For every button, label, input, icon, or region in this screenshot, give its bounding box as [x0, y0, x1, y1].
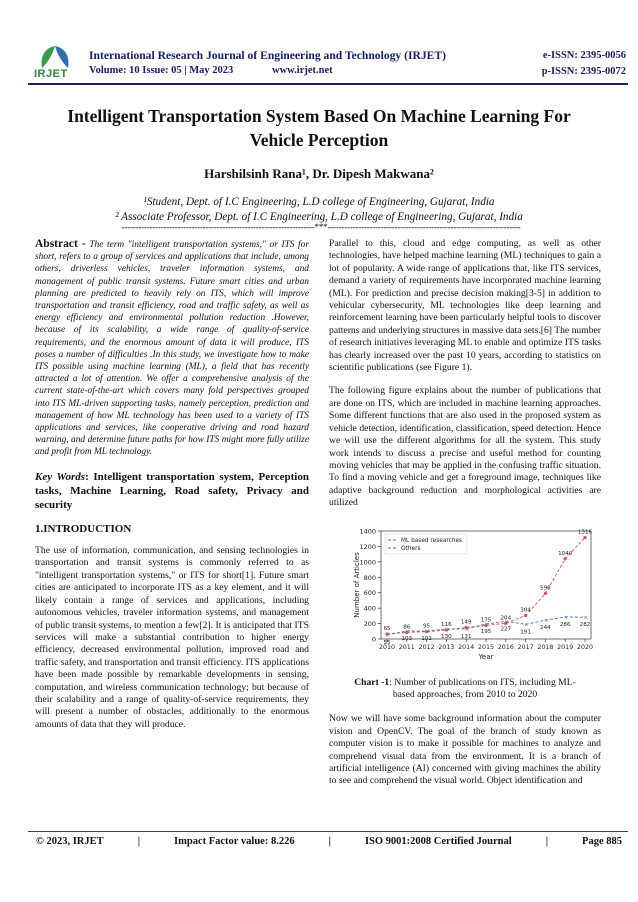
data-label: 286: [559, 621, 571, 628]
website-link[interactable]: www.irjet.net: [272, 65, 333, 76]
data-point: ×: [464, 626, 470, 633]
data-label: 103: [401, 635, 413, 642]
y-tick-label: 600: [363, 588, 376, 597]
footer-rule: [28, 831, 628, 832]
affiliation-1: ¹Student, Dept. of I.C Engineering, L.D college of Engineering, Gujarat, India: [143, 196, 495, 208]
data-point: ×: [543, 617, 549, 624]
x-axis-label: Year: [478, 652, 494, 661]
x-tick-label: 2018: [537, 643, 554, 651]
paragraph-parallel: Parallel to this, cloud and edge computing, as well as other technologies, have helped machine learning (ML) techniques to gain a lot of popularity. A wide range of applications that, like ITS services, demand a variety of requirements have incorporated machine learning (ML). For prediction and precise decision making[3-5] in addition to vehicular cybersecurity, ML technologies like deep learning and reinforcement learning have been particularly helpful tools to discover patterns and underlying structures in massive data sets.[6] The number of research initiatives leveraging ML to enable and optimize ITS tasks has clearly increased over the past 10 years, according to statistics on scientific publications (see Figure 1).: [329, 238, 601, 374]
journal-title: International Research Journal of Engineering and Technology (IRJET): [89, 49, 446, 62]
x-tick-label: 2016: [497, 643, 514, 651]
data-point: [583, 535, 586, 538]
y-axis-label: Number of Articles: [353, 551, 361, 618]
data-point: ×: [504, 619, 509, 626]
footer-impact: Impact Factor value: 8.226: [174, 836, 295, 847]
volume-issue: Volume: 10 Issue: 05 | May 2023: [89, 65, 234, 76]
y-tick-label: 800: [363, 573, 376, 582]
pissn: p-ISSN: 2395-0072: [541, 66, 626, 77]
footer-page: Page 885: [582, 836, 622, 847]
footer-sep-3: |: [545, 836, 548, 847]
data-label: 244: [540, 624, 551, 631]
footer-copyright: © 2023, IRJET: [36, 836, 104, 847]
data-label: 195: [480, 628, 492, 635]
data-point: ×: [583, 614, 589, 621]
data-label: 590: [540, 585, 551, 592]
x-tick-label: 2020: [576, 643, 594, 651]
x-tick-label: 2014: [458, 643, 475, 651]
paragraph-following-figure: The following figure explains about the number of publications that are done on ITS, which are included in machine learning approaches. Some different functions that are also used in the proposed system as vehicle detection, identification, classification, speed detection. Hence we will use the different algorithms for all the system. This study work intends to discuss a precise and useful method for counting moving vehicles that may be applied in the confusing traffic situation. To find a moving vehicle and get a foreground image, techniques like adaptive background reduction and morphological activities are utilized: [329, 385, 601, 509]
section-heading-intro: 1.INTRODUCTION: [35, 522, 132, 535]
y-tick-label: 1400: [359, 527, 376, 536]
data-label: 130: [441, 633, 452, 640]
data-label: 95: [423, 623, 431, 630]
keywords-label: Key Words: [35, 470, 86, 483]
data-label: 175: [480, 617, 492, 624]
data-label: 1316: [577, 529, 593, 536]
footer-sep-1: |: [137, 836, 140, 847]
affiliation-2: ² Associate Professor, Dept. of I.C Engineering, L.D college of Engineering, Gujarat, India: [115, 211, 523, 223]
y-tick-label: 1000: [359, 557, 376, 566]
logo-leaf-icon: [34, 44, 76, 70]
x-tick-label: 2017: [517, 643, 534, 651]
chart-caption-label: Chart -1: [354, 676, 390, 688]
footer-iso: ISO 9001:2008 Certified Journal: [364, 836, 512, 847]
footer-sep-2: |: [328, 836, 331, 847]
logo-text: IRJET: [34, 68, 68, 80]
left-column: [35, 238, 309, 742]
y-tick-label: 400: [363, 604, 376, 613]
abstract-label: Abstract -: [35, 238, 86, 250]
chart-caption-body: : Number of publications on ITS, including ML-based approaches, from 2010 to 2020: [389, 676, 576, 700]
data-label: 65: [383, 625, 391, 632]
paper-title: Intelligent Transportation System Based On Machine Learning For Vehicle Perception: [67, 106, 571, 150]
separator-line: ---------------------------------------------------------------------***---------------------------------------------------------------------: [121, 222, 521, 232]
data-label: 55: [383, 639, 391, 646]
legend-label: ML based researches: [401, 537, 463, 544]
keywords: [35, 470, 309, 512]
data-point: [544, 591, 547, 594]
abstract: [35, 238, 309, 459]
data-label: 86: [403, 623, 411, 630]
footer: [36, 836, 622, 847]
x-tick-label: 2012: [418, 643, 435, 651]
legend-box: [385, 534, 467, 554]
data-label: 191: [520, 628, 531, 635]
data-label: 149: [460, 619, 472, 626]
data-label: 204: [500, 614, 512, 621]
data-point: ×: [405, 628, 410, 635]
data-point: ×: [484, 621, 490, 628]
data-point: [524, 613, 527, 616]
chart-caption: [329, 677, 601, 702]
data-label: 227: [500, 626, 512, 633]
journal-logo: [34, 44, 76, 80]
data-label: 282: [579, 621, 591, 628]
x-tick-label: 2010: [378, 643, 396, 651]
x-tick-label: 2015: [477, 643, 495, 651]
paragraph-computer-vision: Now we will have some background information about the computer vision and OpenCV. The goal of the branch of study known as computer vision is to make it possible for machines to analyze and comprehend visual data from the environment. It is a branch of artificial intelligence (AI) concerned with giving machines the ability to see and comprehend the visual world. Object identification and: [329, 713, 601, 787]
abstract-body: The term "intelligent transportation systems," or ITS for short, refers to a group of services and applications that include, among others, driverless vehicles, traveler information systems, and management of public transit systems. Future smart cities and urban planning are predicted to heavily rely on ITS, which will improve transportation and transit efficiency, road and traffic safety, as well as energy efficiency and environmental pollution reduction .However, because of its scalability, a wide range of quality-of-service requirements, and the enormous amount of data it will produce, ITS poses a number of difficulties .In this study, we investigate how to make ITS possible using machine learning (ML), a field that has recently attracted a lot of attention. We offer a comprehensive analysis of the current state-of-the-art which covers many fold perspectives grouped into ITS ML-driven supporting tasks, namely perception, prediction and management of how ML technology has been used to a variety of ITS applications and services, like cooperative driving and road hazard warning, and determine future paths for how ITS might more fully utilize and profit from ML technology.: [35, 240, 309, 458]
data-point: ×: [425, 628, 430, 635]
keywords-body: : Intelligent transportation system, Perception tasks, Machine Learning, Road safety, Privacy and security: [35, 470, 309, 511]
data-point: [564, 557, 567, 560]
y-tick-label: 200: [363, 619, 376, 628]
data-label: 131: [460, 633, 472, 640]
x-tick-label: 2011: [398, 643, 415, 651]
data-point: ×: [524, 621, 529, 628]
legend-label: Others: [401, 545, 421, 552]
data-point: ×: [444, 626, 450, 633]
data-point: ×: [563, 614, 569, 621]
data-label: 304: [520, 607, 531, 614]
intro-paragraph: The use of information, communication, and sensing technologies in transportation and transit systems is commonly referred to as "intelligent transportation systems," or ITS for short[1]. Future smart cities are anticipated to incorporate ITS as a key element, and it will likely contain a range of services and applications, including autonomous vehicles, traveler information systems, and management of public transit systems, to mention a few[2]. It is anticipated that ITS services will make a substantial contribution to higher energy efficiency, decreased environmental pollution, improved road and traffic safety, and transportation and transit efficiency. ITS applications have been made possible by remarkable developments in sensing, computation, and wireless communication technology; but because of their scalability and a range of quality-of-service requirements, they will present a number of obstacles, additionally to the enormous amounts of data that they will produce.: [35, 545, 309, 730]
right-column: [329, 238, 601, 799]
paper-authors: Harshilsinh Rana¹, Dr. Dipesh Makwana²: [204, 166, 434, 181]
y-tick-label: 1200: [359, 542, 376, 551]
data-label: 116: [441, 621, 452, 628]
header-rule: [28, 83, 628, 85]
data-label: 1040: [558, 550, 573, 557]
eissn: e-ISSN: 2395-0056: [542, 50, 626, 61]
x-tick-label: 2013: [438, 643, 455, 651]
data-label: 102: [421, 635, 432, 642]
publications-chart: [329, 521, 601, 671]
chart-svg: [329, 521, 601, 671]
x-tick-label: 2019: [557, 643, 574, 651]
y-tick-label: 0: [371, 635, 376, 644]
data-point: ×: [385, 632, 391, 639]
